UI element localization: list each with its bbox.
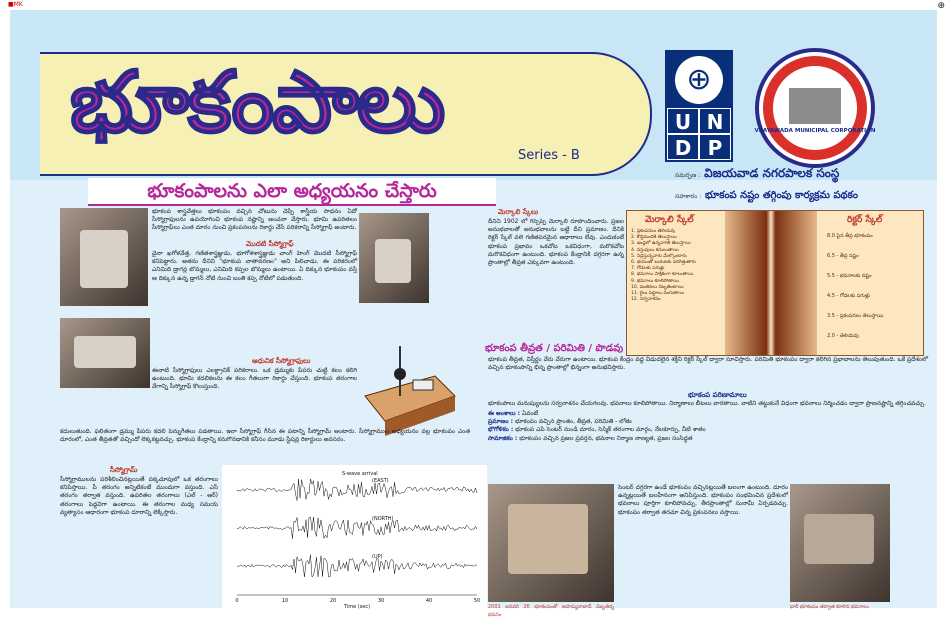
pendulum-mass-icon: [394, 368, 406, 380]
sponsors-block: [675, 166, 935, 207]
intensity-text: భూకంప తీవ్రత, విస్తీర్ణం వేరు వేరుగా ఉంటాయి. భూకంప కేంద్రం వద్ద విడుదలైన శక్తిని రిక్టర్ స్కేల్ ద్వారా సూచిస్తారు. పరిమితి భూకంపం ద్వారా కలిగిన ప్రభావాలను తెలుపుతుంది. ఒకే ప్రదేశంలో వచ్చిన భూకంపాన్ని భిన్న ప్రాంతాల్లో భిన్నంగా అనుభవిస్తారు.: [488, 356, 928, 372]
seal-caption: [750, 128, 880, 134]
definition-list: [488, 410, 928, 443]
photo-caption-right: భారీ భూకంపం తర్వాత కూలిన భవనాలు: [790, 604, 869, 610]
first-seismograph-text: చైనా ఖగోళవేత్త, గణితశాస్త్రజ్ఞుడు, భూగోళశాస్త్రజ్ఞుడు చాంగ్ హెంగ్ మొదటి సీస్మోగ్రాఫ్ కనిపెట్టారు. అతను దీనిని "భూకంప వాతావరణం" అని పిలిచాడు. ఈ పరికరంలో ఎనిమిది డ్రాగన్ల బొమ్మలు, ఎనిమిది కప్పల బొమ్మలు ఉంటాయి. ఏ దిక్కున భూకంపం వస్తే ఆ దిక్కున ఉన్న డ్రాగన్ నోటి నుంచి బంతి కప్ప నోటిలో పడుతుంది.: [152, 250, 357, 282]
seismogram-tick-label: 30: [377, 598, 385, 604]
richter-item: 6.5 - తీవ్ర నష్టం: [827, 253, 859, 259]
section-heading-intensity: భూకంప తీవ్రత / పరిమితి / పొడవు: [485, 343, 624, 354]
mercalli-list: [631, 229, 725, 303]
richter-item: 2.0 - తెలియవు: [827, 333, 859, 339]
seismogram-xlabel: Time (sec): [343, 604, 371, 610]
seismogram-text: సీస్మోగ్రాములను పరిశీలించినట్లయితే పక్కచూపులో ఒక తరంగాలు కనిపిస్తాయి. పీ తరంగం అన్నిటికంటే ముందుగా వస్తుంది. ఎస్ తరంగం తర్వాత వస్తుంది. ఉపరితల తరంగాలు (ఎల్ - ఆర్) తరంగాలు పెద్దవిగా ఉంటాయి. ఈ తరంగాల మధ్య సమయ వ్యత్యాసం ఆధారంగా భూకంప దూరాన్ని లెక్కిస్తారు.: [60, 476, 218, 516]
undp-letter: D: [667, 134, 699, 160]
trace-label: (EAST): [372, 478, 389, 484]
ancient-seismoscope-photo: [60, 208, 148, 306]
richter-item: 5.5 - భవనాలకు నష్టం: [827, 273, 872, 279]
mercalli-item: 6. భయంతో బయటకు పరిగెత్తుతారు: [631, 260, 696, 266]
seismogram-tick-label: 40: [425, 598, 433, 604]
seismograph-diagram: [355, 336, 465, 436]
richter-heading: రిక్టర్ స్కేల్: [847, 215, 883, 225]
definition-row: భౌగోళికం : భూకంప ఎపి సెంటర్ నుండి దూరం, సెస్మిక్ తరంగాల మార్గం, నేలకూర్పు, నీటి శాతం: [488, 426, 706, 434]
mercalli-item: 4. వస్తువులు కదులుతాయి: [631, 247, 679, 253]
poster-page: [10, 10, 937, 619]
modern-seismograph-text: ఈనాటి సీస్మోగ్రాఫులు ఎలక్ట్రానిక్ పరికరాలు. ఒక డ్రమ్ముకు పేపరు చుట్టి కలం కలిగి ఉంటుంది. భూమి కదలికలను ఈ కలం గీతలుగా రికార్డు చేస్తుంది. భూకంప తరంగాల వేగాన్ని సీస్మోగ్రాఫ్ కొలుస్తుంది.: [152, 367, 357, 391]
section-heading-modern-seismograph: ఆధునిక సీస్మోగ్రాఫులు: [252, 357, 311, 365]
seismogram-chart: [222, 465, 487, 610]
mercalli-heading: మెర్కాలి స్కేల్: [645, 215, 694, 225]
mercalli-item: 7. గోడలకు పగుళ్లు: [631, 266, 665, 272]
seismogram-intro-text: కదులుతుంది. ఫలితంగా డ్రమ్ము పేపరు కదలి పెన్నుగీతలు పడతాయి. ఇలా సీస్మోగ్రాఫ్ గీసిన ఈ పటాన్ని సీస్మోగ్రామ్ అంటారు. సీస్మోగ్రాముల అధ్యయనం వల్ల భూకంపం ఎంత దూరంలో, ఎంత తీవ్రతతో వచ్చిందో లెక్కకట్టవచ్చు. భూకంప కేంద్రాన్ని కనుగొనడానికి కనీసం మూడు స్టేషన్ల రికార్డులు అవసరం.: [60, 428, 470, 444]
seismogram-trace: [237, 517, 477, 539]
section-heading-first-seismograph: మొదటి సీస్మోగ్రాఫ్: [246, 240, 294, 248]
mercalli-item: 2. కొద్దిమందికి తెలుస్తాయి: [631, 235, 677, 241]
seal-caption-en: VIJAYAWADA MUNICIPAL CORPORATION: [754, 128, 876, 134]
seismogram-trace: [237, 479, 477, 501]
crop-mark: ■MK: [8, 1, 23, 8]
scales-comparison: [626, 210, 924, 356]
mercalli-item: 8. భవనాలు పాక్షికంగా కూలుతాయి: [631, 272, 694, 278]
subtitle-banner: భూకంపాలను ఎలా అధ్యయనం చేస్తారు: [88, 178, 496, 206]
sponsor-row: సహకారం : భూకంప నష్టం తగ్గింపు కార్యక్రమ పథకం: [675, 190, 858, 201]
section-heading-mercalli: మెర్కాలి స్కేలు: [498, 208, 539, 216]
section-heading-seismogram: సీస్మోగ్రామ్: [110, 466, 138, 474]
seal-building-image: [789, 88, 841, 124]
seismogram-tick-label: 10: [281, 598, 289, 604]
registration-mark: ⊕: [937, 1, 945, 11]
consequences-text: భూకంపాలు మనుష్యులను సర్వనాశనం చేయగలవు. భవనాలు కూలిపోతాయి. నిర్మాణాలు బీటలు వారతాయి. వాటిని తట్టుకునే విధంగా భవనాలు నిర్మించడం ద్వారా ప్రాణనష్టాన్ని తగ్గించవచ్చు.: [488, 400, 926, 407]
mercalli-item: 3. ఇండ్లలో ఉన్నవారికి తెలుస్తాయి: [631, 241, 691, 247]
seismogram-tick-label: 0: [235, 598, 239, 604]
undp-letter: U: [667, 108, 699, 134]
mercalli-item: 11. రైలు పట్టాలు వంగుతాయి: [631, 291, 685, 297]
definition-row: ప్రమాణం : భూకంపం వచ్చిన ప్రాంతం, తీవ్రత, పరిమితి - లోతు: [488, 418, 632, 426]
mercalli-item: 12. సర్వనాశనం: [631, 297, 661, 303]
seismogram-tick-label: 20: [329, 598, 337, 604]
mercalli-text: దీనిని 1902 లో గిస్సెప్పె మెర్కాలి రూపొందించారు. ప్రజల అనుభవాలతో అనుభవాలను బట్టి దీని ప్రమాణం. దీనికి రిక్టర్ స్కేల్ వలె గణితపరమైన ఆధారాలు లేవు. ఎందుకంటే భూకంప ప్రభావం ఒకచోట ఒకవిధంగా, మరొకచోట మరొకవిధంగా ఉంటుంది. భూకంప కేంద్రానికి దగ్గరగా ఉన్న ప్రాంతాల్లో తీవ్రత ఎక్కువగా ఉంటుంది.: [488, 218, 624, 267]
mercalli-item: 9. భవనాలు కూలిపోతాయి: [631, 278, 680, 284]
section-heading-consequences: భూకంప పరిణామాలు: [688, 391, 747, 399]
richter-item: 3.5 - ప్రకంపనలు తెలుస్తాయి: [827, 313, 884, 319]
undp-logo: [665, 50, 733, 162]
seismogram-annotation: S-wave arrival: [342, 471, 378, 477]
seismogram-tick-label: 50: [473, 598, 481, 604]
intro-text: భూకంప శాస్త్రవేత్తలు భూకంపం వచ్చిన చోటును చెప్పే శాస్త్రీయ సాధనం ఏదో సీస్మోగ్రాఫులను ఉపయోగించి భూకంప నష్టాన్ని అంచనా వేస్తారు. భూమి ఉపరితలం సీస్మోగ్రాఫ్‌లు ఎంత దూరం నుంచి ప్రకంపనలను రికార్డు చేసే పరికరాన్ని సీస్మోగ్రాఫ్ అంటారు.: [152, 208, 357, 232]
trace-label: (UP): [372, 554, 383, 560]
mercalli-item: 5. నిద్రిస్తున్నవారు మేల్కొంటారు: [631, 253, 687, 259]
modern-seismograph-photo: [60, 318, 150, 388]
mercalli-item: 10. వంతెనలు దెబ్బతింటాయి: [631, 284, 684, 290]
definition-row: సామాజికం : భూకంపం వచ్చిన ప్రజల ప్రవర్తన, భవనాల నిర్మాణ నాణ్యత, ప్రజల సంసిద్ధత: [488, 434, 693, 442]
seismogram-trace: [237, 555, 477, 577]
fault-image: [725, 211, 817, 355]
scientist-photo: [359, 213, 429, 303]
aftermath-text: సెంటర్ దగ్గరగా ఉండే భూకంపం వచ్చినట్లయితే బలంగా ఉంటుంది. దూరం ఉన్నట్లయితే బలహీనంగా అనిపిస్తుంది. భూకంపం సంభవించిన ప్రదేశంలో భవనాలు పూర్తిగా కూలిపోవచ్చు. తీరప్రాంతాల్లో సునామీ ఏర్పడవచ్చు. భూకంపం తర్వాత తరచూ చిన్న ప్రకంపనలు వస్తాయి.: [618, 484, 788, 516]
series-label: Series - B: [518, 148, 580, 163]
richter-item: 4.5 - గోడలకు పగుళ్లు: [827, 293, 870, 299]
poster-title: భూకంపాలు: [70, 52, 444, 151]
un-emblem-icon: ⊕: [675, 56, 723, 104]
undp-letter: P: [699, 134, 731, 160]
mercalli-item: 1. ప్రకంపనలు తెలియవు: [631, 229, 676, 234]
undp-letter: N: [699, 108, 731, 134]
trace-label: (NORTH): [372, 516, 394, 522]
photo-caption-left: 2001 జనవరి 26 భూకంపంతో అహమ్మదాబాద్ దెబ్బతిన్న భవనం: [488, 604, 614, 619]
definition-row: ఈ అంశాలు : ఏవంటే: [488, 410, 539, 417]
richter-item: 8.0 పైన తీవ్ర భూకంపం: [827, 233, 873, 239]
aerial-damage-photo: [790, 484, 890, 602]
collapsed-building-photo: [488, 484, 614, 602]
municipal-seal: [755, 48, 875, 168]
sponsor-row: సమర్పణ : విజయవాడ నగరపాలక సంస్థ: [675, 166, 840, 180]
